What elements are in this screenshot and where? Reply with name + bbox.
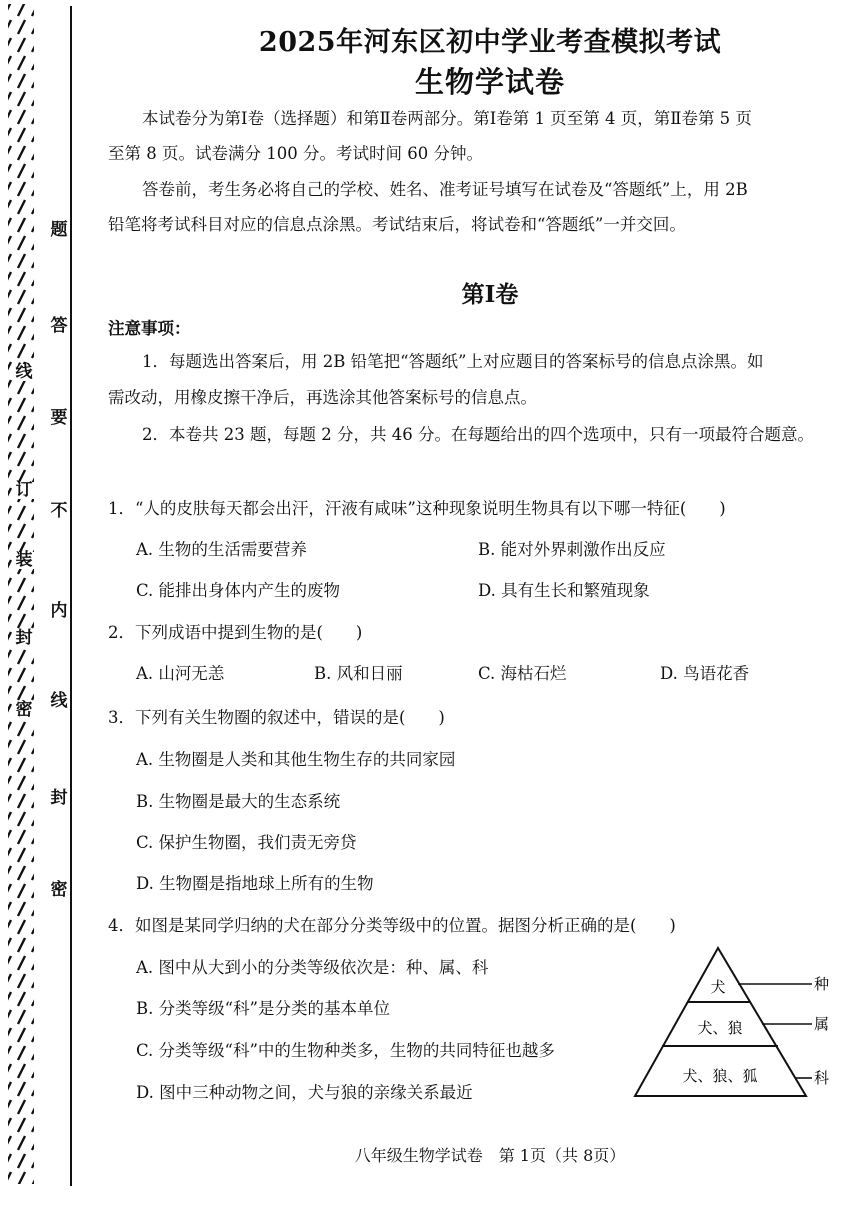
option: C. 保护生物圈，我们责无旁贷 [136, 833, 357, 852]
option: C. 能排出身体内产生的废物 [136, 581, 341, 600]
option: B. 风和日丽 [314, 664, 403, 683]
question-stem: 1．“人的皮肤每天都会出汗，汗液有咸味”这种现象说明生物具有以下哪一特征( ) [108, 499, 726, 518]
option: B. 分类等级“科”是分类的基本单位 [136, 999, 390, 1018]
option: C. 分类等级“科”中的生物种类多，生物的共同特征也越多 [136, 1041, 555, 1060]
option: D. 鸟语花香 [660, 664, 750, 683]
note-char: 内 [50, 601, 68, 621]
note-text: 1．每题选出答案后，用 2B 铅笔把“答题纸”上对应题目的答案标号的信息点涂黑。如 [142, 352, 764, 371]
note-char: 要 [50, 408, 68, 428]
intro-line [108, 142, 860, 166]
classification-pyramid [630, 940, 840, 1110]
option: D. 图中三种动物之间，犬与狼的亲缘关系最近 [136, 1083, 473, 1102]
intro-line [108, 107, 860, 131]
note-line [108, 386, 860, 410]
intro-text: 至第 8 页。试卷满分 100 分。考试时间 60 分钟。 [108, 144, 483, 163]
seal-char: 封 [12, 630, 36, 647]
seal-char: 密 [12, 702, 36, 719]
option: A. 生物的生活需要营养 [136, 540, 307, 559]
intro-text: 铅笔将考试科目对应的信息点涂黑。考试结束后，将试卷和“答题纸”一并交回。 [108, 215, 686, 234]
page-footer: 八年级生物学试卷 第 1页（共 8页） [354, 1146, 626, 1165]
exam-title: 2025年河东区初中学业考查模拟考试 [258, 27, 722, 58]
option: A. 生物圈是人类和其他生物生存的共同家园 [136, 750, 456, 769]
note-text: 2．本卷共 23 题，每题 2 分，共 46 分。在每题给出的四个选项中，只有一项最符合题意。 [142, 425, 814, 444]
notes-heading: 注意事项： [108, 319, 191, 338]
option: B. 能对外界刺激作出反应 [478, 540, 666, 559]
margin-rule [70, 6, 72, 1186]
section-title: 第Ⅰ卷 [461, 281, 519, 308]
note-char: 线 [50, 691, 68, 711]
seal-char: 订 [12, 482, 36, 499]
note-line [108, 350, 860, 374]
question-stem: 4．如图是某同学归纳的犬在部分分类等级中的位置。据图分析正确的是( ) [108, 916, 676, 935]
option: C. 海枯石烂 [478, 664, 567, 683]
rank-label: 种 [814, 975, 830, 993]
binding-margin [0, 0, 80, 1226]
level-family-text: 犬、狼、狐 [682, 1067, 758, 1085]
question-stem: 3．下列有关生物圈的叙述中，错误的是( ) [108, 708, 445, 727]
seal-line-pattern [0, 0, 40, 1226]
intro-line [108, 213, 860, 237]
note-char: 答 [50, 316, 68, 336]
question-stem: 2．下列成语中提到生物的是( ) [108, 623, 363, 642]
note-char: 不 [50, 501, 68, 521]
note-char: 题 [50, 220, 68, 240]
option: D. 具有生长和繁殖现象 [478, 581, 650, 600]
intro-line [108, 178, 860, 202]
level-genus-text: 犬、狼 [697, 1019, 743, 1037]
seal-char: 装 [12, 552, 36, 569]
intro-text: 答卷前，考生务必将自己的学校、姓名、准考证号填写在试卷及“答题纸”上，用 2B [142, 180, 748, 199]
rank-label: 科 [814, 1069, 830, 1087]
note-line [108, 423, 860, 447]
seal-char: 线 [12, 364, 36, 381]
note-char: 封 [50, 788, 68, 808]
note-char: 密 [50, 880, 68, 900]
level-species-text: 犬 [710, 978, 726, 996]
option: A. 山河无恙 [136, 664, 225, 683]
option: D. 生物圈是指地球上所有的生物 [136, 874, 374, 893]
exam-subtitle: 生物学试卷 [414, 65, 565, 99]
option: A. 图中从大到小的分类等级依次是：种、属、科 [136, 958, 489, 977]
option: B. 生物圈是最大的生态系统 [136, 792, 341, 811]
intro-text: 本试卷分为第Ⅰ卷（选择题）和第Ⅱ卷两部分。第Ⅰ卷第 1 页至第 4 页，第Ⅱ卷第 5 页 [142, 109, 752, 128]
rank-label: 属 [814, 1015, 830, 1033]
note-text: 需改动，用橡皮擦干净后，再选涂其他答案标号的信息点。 [108, 388, 537, 407]
